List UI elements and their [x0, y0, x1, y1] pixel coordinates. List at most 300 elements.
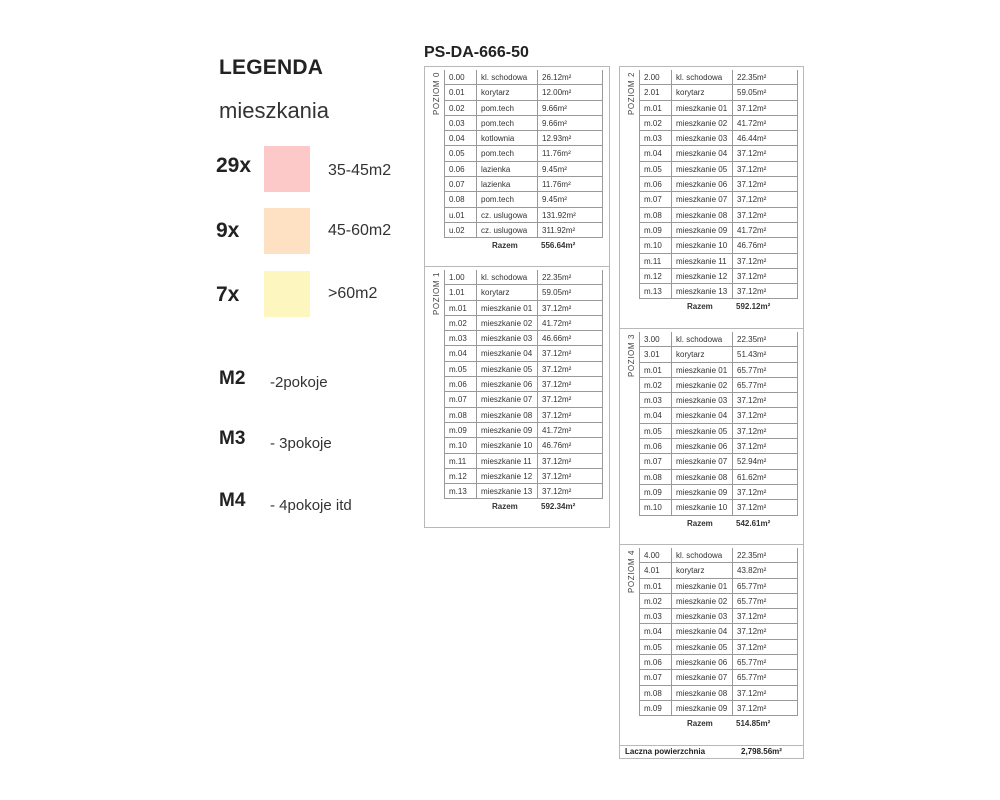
room-area: 22.35m²: [732, 548, 798, 563]
level-label: POZIOM 3: [627, 334, 636, 378]
spacer: [639, 299, 671, 314]
table-row: [639, 192, 798, 207]
room-number: m.01: [639, 363, 671, 378]
legend-count-small: 29x: [216, 154, 252, 177]
room-number: 0.00: [444, 70, 476, 85]
document-title: PS-DA-666-50: [424, 44, 529, 61]
room-number: m.07: [639, 192, 671, 207]
level-label: POZIOM 0: [432, 72, 441, 116]
room-area: 37.12m²: [732, 686, 798, 701]
level-total-label: Razem: [492, 241, 518, 251]
table-row: [444, 346, 603, 361]
room-number: m.04: [639, 624, 671, 639]
room-area: 37.12m²: [732, 146, 798, 161]
table-row: [444, 469, 603, 484]
level-total-value: 514.85m²: [736, 719, 771, 729]
room-name: mieszkanie 13: [476, 484, 537, 499]
room-name: mieszkanie 10: [671, 238, 732, 253]
table-row: [639, 500, 798, 515]
room-number: u.01: [444, 208, 476, 223]
room-number: m.06: [639, 439, 671, 454]
table-row: [444, 301, 603, 316]
table-row: [639, 439, 798, 454]
room-area: 65.77m²: [732, 655, 798, 670]
table-row: [639, 594, 798, 609]
table-row: [639, 347, 798, 362]
table-row: [639, 131, 798, 146]
room-number: m.07: [444, 392, 476, 407]
room-number: 0.07: [444, 177, 476, 192]
table-row: [444, 85, 603, 100]
room-number: m.12: [639, 269, 671, 284]
room-name: mieszkanie 07: [671, 454, 732, 469]
room-area: 12.00m²: [537, 85, 603, 100]
legend-range-large: >60m2: [328, 285, 378, 302]
room-name: kotlownia: [476, 131, 537, 146]
room-name: mieszkanie 01: [671, 579, 732, 594]
level-table-2: [619, 66, 804, 330]
legend-swatch-medium: [264, 208, 310, 254]
room-name: mieszkanie 07: [671, 192, 732, 207]
room-number: 2.00: [639, 70, 671, 85]
room-number: 0.03: [444, 116, 476, 131]
level-total-label: Razem: [687, 719, 713, 729]
room-name: kl. schodowa: [671, 332, 732, 347]
table-row: [444, 223, 603, 238]
room-number: u.02: [444, 223, 476, 238]
legend-title: LEGENDA: [219, 56, 324, 79]
level-total-row: [639, 299, 798, 314]
room-number: 3.00: [639, 332, 671, 347]
room-area: 65.77m²: [732, 579, 798, 594]
room-number: m.06: [444, 377, 476, 392]
legend-range-small: 35-45m2: [328, 162, 392, 179]
room-area: 37.12m²: [732, 701, 798, 716]
room-number: m.03: [639, 393, 671, 408]
room-area: 22.35m²: [732, 70, 798, 85]
room-name: mieszkanie 03: [671, 393, 732, 408]
room-area: 37.12m²: [537, 469, 603, 484]
table-row: [639, 363, 798, 378]
room-name: mieszkanie 02: [671, 378, 732, 393]
table-row: [639, 70, 798, 85]
room-number: 0.06: [444, 162, 476, 177]
table-row: [639, 223, 798, 238]
room-number: 4.00: [639, 548, 671, 563]
room-name: pom.tech: [476, 101, 537, 116]
table-row: [639, 563, 798, 578]
table-row: [639, 162, 798, 177]
table-row: [639, 332, 798, 347]
room-area: 311.92m²: [537, 223, 603, 238]
room-number: m.02: [639, 378, 671, 393]
room-code-m3: M3: [219, 428, 246, 449]
table-row: [639, 655, 798, 670]
room-area: 51.43m²: [732, 347, 798, 362]
room-name: korytarz: [671, 563, 732, 578]
room-name: mieszkanie 02: [476, 316, 537, 331]
table-row: [444, 285, 603, 300]
room-name: mieszkanie 04: [671, 146, 732, 161]
room-area: 37.12m²: [732, 500, 798, 515]
room-area: 37.12m²: [732, 162, 798, 177]
table-row: [444, 423, 603, 438]
table-row: [639, 116, 798, 131]
level-label: POZIOM 1: [432, 272, 441, 316]
room-area: 22.35m²: [537, 270, 603, 285]
room-area: 131.92m²: [537, 208, 603, 223]
room-name: lazienka: [476, 162, 537, 177]
table-row: [639, 378, 798, 393]
table-row: [639, 408, 798, 423]
room-name: mieszkanie 12: [671, 269, 732, 284]
room-number: m.13: [444, 484, 476, 499]
room-code-m2: M2: [219, 368, 246, 389]
room-name: mieszkanie 03: [671, 609, 732, 624]
room-number: m.04: [639, 146, 671, 161]
room-area: 37.12m²: [732, 609, 798, 624]
room-name: kl. schodowa: [671, 548, 732, 563]
room-area: 46.66m²: [537, 331, 603, 346]
room-number: m.03: [639, 609, 671, 624]
room-number: m.11: [444, 454, 476, 469]
room-area: 11.76m²: [537, 146, 603, 161]
table-row: [444, 438, 603, 453]
room-area: 37.12m²: [732, 269, 798, 284]
level-label: POZIOM 2: [627, 72, 636, 116]
room-number: m.10: [639, 500, 671, 515]
table-row: [444, 484, 603, 499]
room-area: 61.62m²: [732, 470, 798, 485]
level-table-1: [424, 266, 610, 528]
room-area: 37.12m²: [732, 439, 798, 454]
level-rows: [444, 70, 603, 254]
table-row: [639, 208, 798, 223]
room-name: pom.tech: [476, 116, 537, 131]
room-name: mieszkanie 12: [476, 469, 537, 484]
room-number: m.05: [639, 162, 671, 177]
room-number: m.02: [444, 316, 476, 331]
room-area: 37.12m²: [537, 301, 603, 316]
room-number: 1.00: [444, 270, 476, 285]
room-name: korytarz: [476, 85, 537, 100]
room-name: mieszkanie 10: [476, 438, 537, 453]
room-area: 46.76m²: [732, 238, 798, 253]
legend-range-medium: 45-60m2: [328, 222, 392, 239]
room-number: m.08: [444, 408, 476, 423]
room-area: 41.72m²: [537, 423, 603, 438]
room-name: korytarz: [671, 347, 732, 362]
legend-count-medium: 9x: [216, 219, 240, 242]
room-number: 0.01: [444, 85, 476, 100]
room-number: m.02: [639, 116, 671, 131]
room-area: 37.12m²: [732, 284, 798, 299]
room-name: pom.tech: [476, 192, 537, 207]
room-number: 0.08: [444, 192, 476, 207]
room-name: mieszkanie 11: [476, 454, 537, 469]
room-number: m.04: [639, 408, 671, 423]
table-row: [444, 131, 603, 146]
room-area: 37.12m²: [537, 484, 603, 499]
room-name: kl. schodowa: [476, 70, 537, 85]
table-row: [444, 192, 603, 207]
room-area: 26.12m²: [537, 70, 603, 85]
table-row: [444, 162, 603, 177]
table-row: [639, 640, 798, 655]
table-row: [444, 377, 603, 392]
room-name: mieszkanie 04: [671, 408, 732, 423]
room-number: m.01: [444, 301, 476, 316]
level-rows: [639, 70, 798, 315]
room-number: m.06: [639, 177, 671, 192]
room-number: m.10: [639, 238, 671, 253]
table-row: [639, 485, 798, 500]
room-area: 37.12m²: [537, 377, 603, 392]
room-area: 37.12m²: [732, 177, 798, 192]
room-area: 46.44m²: [732, 131, 798, 146]
room-number: m.01: [639, 579, 671, 594]
room-name: korytarz: [476, 285, 537, 300]
grand-total-label: Laczna powierzchnia: [625, 746, 706, 756]
table-row: [444, 408, 603, 423]
room-area: 22.35m²: [732, 332, 798, 347]
table-row: [444, 116, 603, 131]
room-area: 43.82m²: [732, 563, 798, 578]
room-number: m.10: [444, 438, 476, 453]
level-total-value: 592.12m²: [736, 302, 771, 312]
room-name: mieszkanie 08: [476, 408, 537, 423]
room-name: mieszkanie 01: [671, 363, 732, 378]
room-name: pom.tech: [476, 146, 537, 161]
table-row: [444, 70, 603, 85]
table-row: [639, 579, 798, 594]
room-number: 2.01: [639, 85, 671, 100]
room-name: kl. schodowa: [671, 70, 732, 85]
room-name: mieszkanie 06: [476, 377, 537, 392]
room-number: m.08: [639, 208, 671, 223]
spacer: [639, 516, 671, 531]
table-row: [639, 424, 798, 439]
room-number: m.11: [639, 254, 671, 269]
level-table-0: [424, 66, 610, 268]
room-desc-m2: -2pokoje: [270, 374, 328, 391]
room-name: cz. uslugowa: [476, 223, 537, 238]
table-row: [639, 393, 798, 408]
table-row: [639, 454, 798, 469]
room-name: mieszkanie 06: [671, 177, 732, 192]
table-row: [444, 146, 603, 161]
table-row: [639, 254, 798, 269]
level-total-label: Razem: [492, 502, 518, 512]
room-number: m.02: [639, 594, 671, 609]
legend-swatch-large: [264, 271, 310, 317]
room-area: 46.76m²: [537, 438, 603, 453]
room-number: 0.02: [444, 101, 476, 116]
room-area: 9.45m²: [537, 192, 603, 207]
room-area: 59.05m²: [537, 285, 603, 300]
level-total-value: 592.34m²: [541, 502, 576, 512]
room-area: 65.77m²: [732, 363, 798, 378]
room-name: kl. schodowa: [476, 270, 537, 285]
room-number: m.07: [639, 670, 671, 685]
room-area: 37.12m²: [537, 454, 603, 469]
room-area: 37.12m²: [732, 485, 798, 500]
table-row: [444, 101, 603, 116]
room-number: m.08: [639, 686, 671, 701]
room-number: 4.01: [639, 563, 671, 578]
table-row: [444, 454, 603, 469]
table-row: [639, 686, 798, 701]
room-area: 37.12m²: [732, 208, 798, 223]
legend-subtitle: mieszkania: [219, 98, 330, 123]
room-number: m.07: [639, 454, 671, 469]
room-area: 9.66m²: [537, 101, 603, 116]
level-table-3: [619, 328, 804, 546]
spacer: [639, 716, 671, 731]
level-label: POZIOM 4: [627, 550, 636, 594]
room-name: mieszkanie 07: [476, 392, 537, 407]
table-row: [639, 85, 798, 100]
room-name: mieszkanie 10: [671, 500, 732, 515]
table-row: [639, 284, 798, 299]
table-row: [444, 270, 603, 285]
room-area: 37.12m²: [732, 393, 798, 408]
table-row: [444, 316, 603, 331]
level-rows: [639, 332, 798, 531]
level-total-label: Razem: [687, 302, 713, 312]
table-row: [444, 362, 603, 377]
room-area: 41.72m²: [537, 316, 603, 331]
room-area: 37.12m²: [732, 192, 798, 207]
table-row: [639, 146, 798, 161]
room-number: m.09: [639, 701, 671, 716]
room-desc-m3: - 3pokoje: [270, 435, 332, 452]
room-number: m.09: [639, 485, 671, 500]
table-row: [639, 670, 798, 685]
room-area: 59.05m²: [732, 85, 798, 100]
room-area: 65.77m²: [732, 670, 798, 685]
room-code-m4: M4: [219, 490, 246, 511]
room-name: mieszkanie 02: [671, 594, 732, 609]
room-area: 9.66m²: [537, 116, 603, 131]
room-number: m.03: [639, 131, 671, 146]
room-number: m.05: [444, 362, 476, 377]
room-name: korytarz: [671, 85, 732, 100]
room-name: mieszkanie 09: [671, 485, 732, 500]
room-name: mieszkanie 05: [476, 362, 537, 377]
room-name: cz. uslugowa: [476, 208, 537, 223]
table-row: [444, 331, 603, 346]
level-rows: [639, 548, 798, 732]
room-name: mieszkanie 06: [671, 655, 732, 670]
grand-total-row: [619, 744, 804, 759]
room-area: 41.72m²: [732, 116, 798, 131]
room-number: m.05: [639, 640, 671, 655]
room-area: 37.12m²: [537, 346, 603, 361]
level-rows: [444, 270, 603, 515]
level-total-row: [639, 716, 798, 731]
room-name: mieszkanie 03: [671, 131, 732, 146]
room-number: m.08: [639, 470, 671, 485]
room-name: mieszkanie 11: [671, 254, 732, 269]
level-total-row: [444, 499, 603, 514]
room-name: mieszkanie 06: [671, 439, 732, 454]
table-row: [444, 392, 603, 407]
level-total-value: 542.61m²: [736, 518, 771, 528]
room-name: mieszkanie 05: [671, 640, 732, 655]
room-area: 65.77m²: [732, 378, 798, 393]
room-area: 65.77m²: [732, 594, 798, 609]
level-total-row: [639, 516, 798, 531]
room-number: 1.01: [444, 285, 476, 300]
room-desc-m4: - 4pokoje itd: [270, 497, 352, 514]
room-name: mieszkanie 05: [671, 162, 732, 177]
table-row: [639, 701, 798, 716]
level-total-label: Razem: [687, 518, 713, 528]
room-area: 9.45m²: [537, 162, 603, 177]
room-name: mieszkanie 02: [671, 116, 732, 131]
room-number: m.06: [639, 655, 671, 670]
room-name: mieszkanie 03: [476, 331, 537, 346]
room-number: 0.05: [444, 146, 476, 161]
level-total-row: [444, 238, 603, 253]
room-number: m.04: [444, 346, 476, 361]
table-row: [639, 609, 798, 624]
room-number: m.12: [444, 469, 476, 484]
room-name: mieszkanie 05: [671, 424, 732, 439]
level-total-value: 556.64m²: [541, 241, 576, 251]
room-number: 3.01: [639, 347, 671, 362]
room-name: mieszkanie 01: [476, 301, 537, 316]
room-number: m.03: [444, 331, 476, 346]
room-area: 37.12m²: [732, 640, 798, 655]
room-area: 41.72m²: [732, 223, 798, 238]
table-row: [639, 548, 798, 563]
room-number: m.09: [639, 223, 671, 238]
room-name: mieszkanie 04: [671, 624, 732, 639]
room-number: m.05: [639, 424, 671, 439]
room-name: mieszkanie 13: [671, 284, 732, 299]
room-name: mieszkanie 09: [476, 423, 537, 438]
level-table-4: [619, 544, 804, 746]
room-area: 37.12m²: [537, 362, 603, 377]
room-area: 37.12m²: [732, 624, 798, 639]
room-name: mieszkanie 08: [671, 686, 732, 701]
room-area: 12.93m²: [537, 131, 603, 146]
table-row: [639, 470, 798, 485]
room-name: mieszkanie 08: [671, 470, 732, 485]
table-row: [639, 177, 798, 192]
room-number: 0.04: [444, 131, 476, 146]
room-area: 11.76m²: [537, 177, 603, 192]
grand-total-value: 2,798.56m²: [741, 746, 782, 756]
room-area: 37.12m²: [732, 101, 798, 116]
table-row: [639, 238, 798, 253]
room-number: m.01: [639, 101, 671, 116]
room-number: m.09: [444, 423, 476, 438]
legend-swatch-small: [264, 146, 310, 192]
room-area: 37.12m²: [732, 424, 798, 439]
room-number: m.13: [639, 284, 671, 299]
spacer: [444, 499, 476, 514]
table-row: [639, 101, 798, 116]
room-area: 37.12m²: [732, 254, 798, 269]
room-name: mieszkanie 04: [476, 346, 537, 361]
table-row: [639, 624, 798, 639]
table-row: [639, 269, 798, 284]
room-name: mieszkanie 08: [671, 208, 732, 223]
room-name: lazienka: [476, 177, 537, 192]
